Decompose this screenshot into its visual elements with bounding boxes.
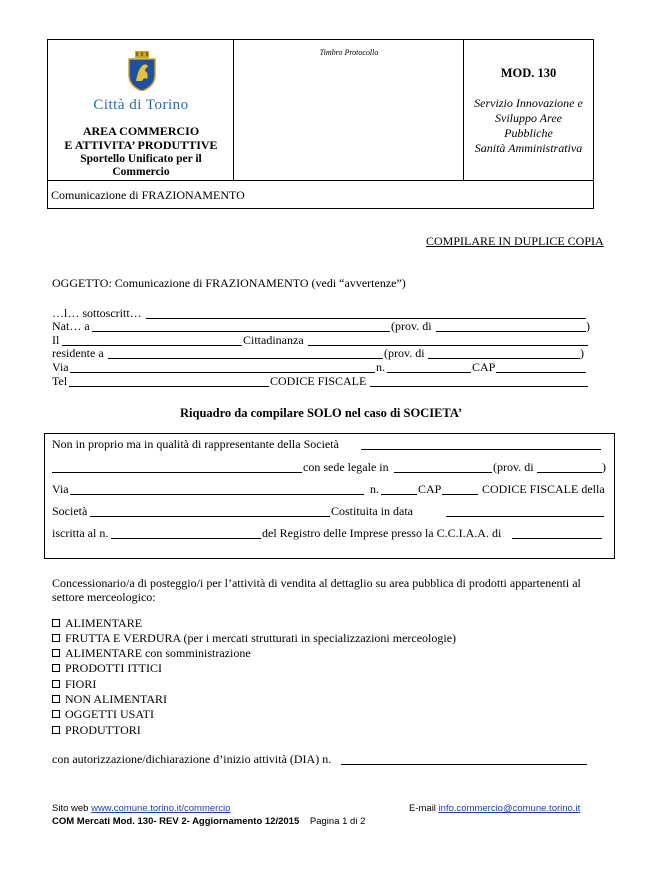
email-link[interactable]: info.commercio@comune.torino.it (438, 803, 581, 814)
iscritta-field[interactable] (111, 538, 261, 539)
via-label: Via (52, 360, 69, 374)
city-name: Città di Torino (93, 97, 189, 113)
page-number: Pagina 1 di 2 (309, 816, 366, 827)
societa-name-cont-field[interactable] (52, 472, 302, 473)
subject-text: Comunicazione di FRAZIONAMENTO (51, 188, 245, 202)
residente-field[interactable] (108, 358, 383, 359)
sector-label: ALIMENTARE con somministrazione (65, 646, 251, 660)
sector-item[interactable] (52, 661, 162, 676)
nato-field[interactable] (92, 331, 390, 332)
service-line: Servizio Innovazione e (474, 96, 583, 110)
service-line: Sviluppo Aree (495, 111, 562, 125)
societa-cf-label: CODICE FISCALE della (482, 482, 605, 496)
header-stamp-cell (234, 40, 464, 180)
checkbox[interactable] (52, 649, 60, 657)
prov-label: (prov. di (391, 319, 432, 333)
sportello-line-2: Commercio (112, 166, 170, 178)
costituita-field[interactable] (446, 516, 604, 517)
checkbox[interactable] (52, 710, 60, 718)
sede-label: con sede legale in (303, 460, 389, 474)
close-paren: ) (586, 319, 590, 333)
sector-item[interactable] (52, 723, 141, 738)
societa-name-field[interactable] (361, 449, 601, 450)
com-line: COM Mercati Mod. 130- REV 2- Aggiornamento 12/2015 (52, 816, 300, 827)
service-line: Pubbliche (504, 126, 553, 140)
header-left-cell (48, 40, 234, 180)
footer-sito (52, 803, 230, 814)
area-line-2: E ATTIVITA’ PRODUTTIVE (64, 138, 218, 152)
sector-item[interactable] (52, 677, 96, 692)
sector-label: FIORI (65, 677, 97, 691)
checkbox[interactable] (52, 619, 60, 627)
sito-label: Sito web (52, 803, 89, 814)
n-label: n. (376, 360, 385, 374)
sector-item[interactable] (52, 631, 456, 646)
cciaa-field[interactable] (512, 538, 602, 539)
authorization-label: con autorizzazione/dichiarazione d’inizio attività (DIA) n. (52, 752, 332, 766)
service-name (464, 96, 593, 156)
sector-label: OGGETTI USATI (65, 707, 154, 721)
iscritta-label: iscritta al n. (52, 526, 109, 540)
sector-label: ALIMENTARE (65, 616, 143, 630)
sottoscritto-field[interactable] (146, 318, 586, 319)
checkbox[interactable] (52, 664, 60, 672)
cittadinanza-field[interactable] (308, 345, 588, 346)
sector-item[interactable] (52, 707, 154, 722)
codice-fiscale-label: CODICE FISCALE (270, 374, 367, 388)
societa-via-field[interactable] (70, 494, 364, 495)
tel-label: Tel (52, 374, 68, 388)
il-label: Il (52, 333, 60, 347)
prov-label-2: (prov. di (384, 346, 425, 360)
checkbox[interactable] (52, 695, 60, 703)
sector-label: NON ALIMENTARI (65, 692, 168, 706)
sede-field[interactable] (394, 472, 492, 473)
city-coat-of-arms-icon (126, 51, 158, 91)
residente-label: residente a (52, 346, 104, 360)
sportello-line-1: Sportello Unificato per il (80, 153, 202, 165)
societa-prov-field[interactable] (537, 472, 602, 473)
nato-label: Nat… a (52, 319, 90, 333)
societa-title: Riquadro da compilare SOLO nel caso di SOCIETA’ (180, 406, 463, 420)
header-right-cell (464, 40, 593, 180)
tel-field[interactable] (69, 386, 269, 387)
societa-label: Società (52, 504, 88, 518)
authorization-field[interactable] (341, 764, 587, 765)
subject-cell (47, 181, 594, 209)
checkbox[interactable] (52, 680, 60, 688)
societa-line-1: Non in proprio ma in qualità di rappresentante della Società (52, 437, 339, 451)
via-field[interactable] (70, 372, 375, 373)
timbro-protocollo-label: Timbro Protocollo (319, 48, 379, 57)
sectors-intro-2: settore merceologico: (52, 590, 156, 604)
prov-field-2[interactable] (428, 358, 580, 359)
societa-n-label: n. (370, 482, 379, 496)
sito-link[interactable]: www.comune.torino.it/commercio (91, 803, 231, 814)
close-paren-2: ) (580, 346, 584, 360)
sottoscritto-label: …l… sottoscritt… (52, 306, 142, 320)
societa-cap-field[interactable] (442, 494, 478, 495)
sector-item[interactable] (52, 646, 251, 661)
prov-field[interactable] (436, 331, 586, 332)
registro-label: del Registro delle Imprese presso la C.C.I.A.A. di (262, 526, 502, 540)
sector-label: PRODOTTI ITTICI (65, 661, 162, 675)
societa-via-label: Via (52, 482, 69, 496)
codice-fiscale-field[interactable] (370, 386, 588, 387)
cap-label: CAP (472, 360, 496, 374)
header-table (47, 39, 594, 181)
duplicate-note: COMPILARE IN DUPLICE COPIA (426, 234, 604, 248)
societa-cap-label: CAP (418, 482, 442, 496)
societa-prov-label: (prov. di (493, 460, 534, 474)
service-line: Sanità Amministrativa (474, 141, 583, 155)
n-field[interactable] (387, 372, 471, 373)
sector-item[interactable] (52, 616, 142, 631)
footer-email (409, 803, 580, 814)
checkbox[interactable] (52, 634, 60, 642)
email-label: E-mail (409, 803, 436, 814)
sector-label: PRODUTTORI (65, 723, 141, 737)
sector-item[interactable] (52, 692, 167, 707)
checkbox[interactable] (52, 726, 60, 734)
sectors-intro-1: Concessionario/a di posteggio/i per l’attività di vendita al dettaglio su area pubblica di prodotti appartenenti al (52, 576, 581, 590)
module-number: MOD. 130 (500, 66, 557, 80)
societa-n-field[interactable] (381, 494, 417, 495)
area-line-1: AREA COMMERCIO (82, 124, 200, 138)
cittadinanza-label: Cittadinanza (243, 333, 304, 347)
cap-field[interactable] (496, 372, 586, 373)
footer-com-line (52, 816, 365, 827)
sector-label: FRUTTA E VERDURA (per i mercati strutturati in specializzazioni merceologie) (65, 631, 457, 645)
societa-close-paren: ) (602, 460, 606, 474)
oggetto-line: OGGETTO: Comunicazione di FRAZIONAMENTO (vedi “avvertenze”) (52, 276, 406, 290)
costituita-label: Costituita in data (331, 504, 413, 518)
societa-cf-field[interactable] (90, 516, 330, 517)
